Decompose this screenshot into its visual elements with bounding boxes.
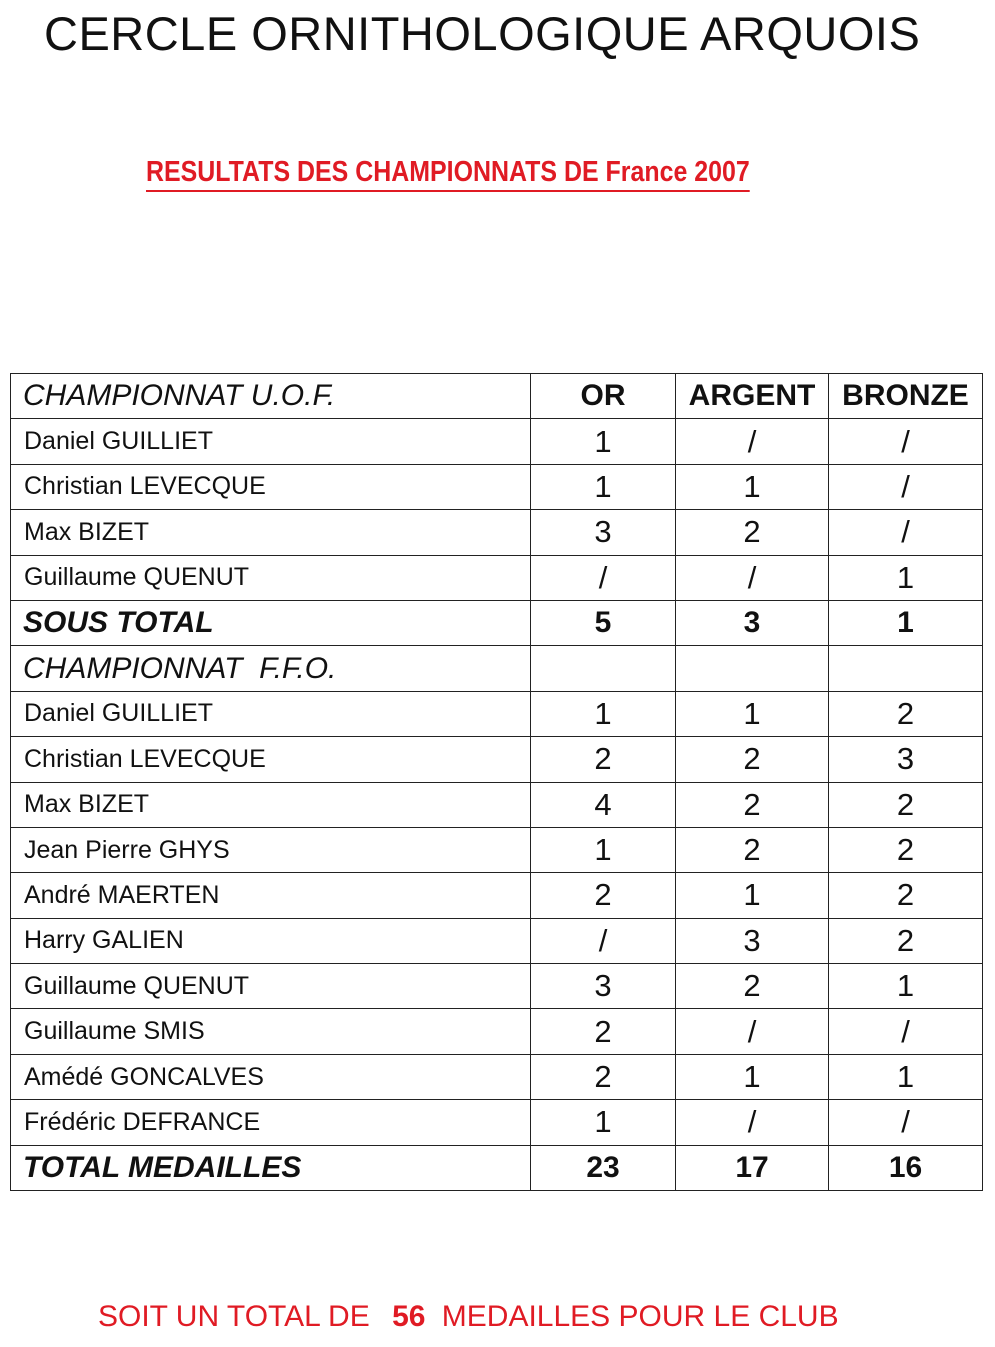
argent-value: 1 [676,691,829,736]
participant-name: Frédéric DEFRANCE [11,1100,531,1145]
bronze-value: / [829,419,983,464]
argent-value: / [676,555,829,600]
bronze-value: 2 [829,691,983,736]
or-value: 1 [531,1100,676,1145]
total-or: 23 [531,1145,676,1190]
total-argent: 17 [676,1145,829,1190]
page-title: CERCLE ORNITHOLOGIQUE ARQUOIS [44,7,921,60]
table-row [11,419,983,464]
page-subtitle: RESULTATS DES CHAMPIONNATS DE France 2007 [146,156,750,192]
argent-value: 1 [676,1054,829,1099]
bronze-value: 1 [829,555,983,600]
ffo-section-title: CHAMPIONNAT F.F.O. [11,646,531,691]
participant-name: Guillaume QUENUT [11,555,531,600]
or-value: 1 [531,827,676,872]
footer-count: 56 [392,1300,426,1333]
total-row [11,1145,983,1190]
argent-value: 1 [676,873,829,918]
argent-value: / [676,1100,829,1145]
column-header-or: OR [531,374,676,419]
table-row [11,918,983,963]
uof-header-row [11,374,983,419]
empty-cell [829,646,983,691]
table-row [11,510,983,555]
bronze-value: 2 [829,873,983,918]
participant-name: Max BIZET [11,782,531,827]
table-row [11,1009,983,1054]
participant-name: Christian LEVECQUE [11,737,531,782]
table-row [11,691,983,736]
bronze-value: 1 [829,1054,983,1099]
ffo-header-row [11,646,983,691]
table-row [11,464,983,509]
argent-value: / [676,419,829,464]
participant-name: André MAERTEN [11,873,531,918]
participant-name: Guillaume QUENUT [11,964,531,1009]
subtotal-bronze: 1 [829,600,983,645]
subtotal-or: 5 [531,600,676,645]
bronze-value: 1 [829,964,983,1009]
participant-name: Max BIZET [11,510,531,555]
empty-cell [531,646,676,691]
footer-suffix: MEDAILLES POUR LE CLUB [441,1300,839,1333]
or-value: 3 [531,510,676,555]
total-label: TOTAL MEDAILLES [11,1145,531,1190]
or-value: 2 [531,1054,676,1099]
argent-value: 2 [676,782,829,827]
participant-name: Daniel GUILLIET [11,419,531,464]
participant-name: Christian LEVECQUE [11,464,531,509]
table-row [11,555,983,600]
argent-value: / [676,1009,829,1054]
participant-name: Harry GALIEN [11,918,531,963]
or-value: 1 [531,464,676,509]
total-bronze: 16 [829,1145,983,1190]
table-row [11,782,983,827]
table-row [11,827,983,872]
or-value: 1 [531,691,676,736]
argent-value: 2 [676,510,829,555]
argent-value: 1 [676,464,829,509]
or-value: / [531,555,676,600]
footer-prefix: SOIT UN TOTAL DE [98,1300,370,1333]
table-row [11,1100,983,1145]
bronze-value: / [829,1100,983,1145]
argent-value: 3 [676,918,829,963]
empty-cell [676,646,829,691]
subtotal-label: SOUS TOTAL [11,600,531,645]
or-value: 4 [531,782,676,827]
participant-name: Daniel GUILLIET [11,691,531,736]
footer-summary [98,1300,839,1334]
table-row [11,964,983,1009]
or-value: 2 [531,1009,676,1054]
or-value: / [531,918,676,963]
argent-value: 2 [676,964,829,1009]
bronze-value: / [829,1009,983,1054]
bronze-value: / [829,510,983,555]
or-value: 2 [531,873,676,918]
column-header-argent: ARGENT [676,374,829,419]
table-row [11,737,983,782]
or-value: 3 [531,964,676,1009]
participant-name: Guillaume SMIS [11,1009,531,1054]
column-header-bronze: BRONZE [829,374,983,419]
subtotal-row [11,600,983,645]
or-value: 2 [531,737,676,782]
table-row [11,1054,983,1099]
participant-name: Jean Pierre GHYS [11,827,531,872]
bronze-value: 3 [829,737,983,782]
or-value: 1 [531,419,676,464]
bronze-value: 2 [829,827,983,872]
argent-value: 2 [676,737,829,782]
table-row [11,873,983,918]
subtotal-argent: 3 [676,600,829,645]
bronze-value: 2 [829,918,983,963]
bronze-value: 2 [829,782,983,827]
participant-name: Amédé GONCALVES [11,1054,531,1099]
argent-value: 2 [676,827,829,872]
results-table [10,373,983,1191]
uof-section-title: CHAMPIONNAT U.O.F. [11,374,531,419]
bronze-value: / [829,464,983,509]
